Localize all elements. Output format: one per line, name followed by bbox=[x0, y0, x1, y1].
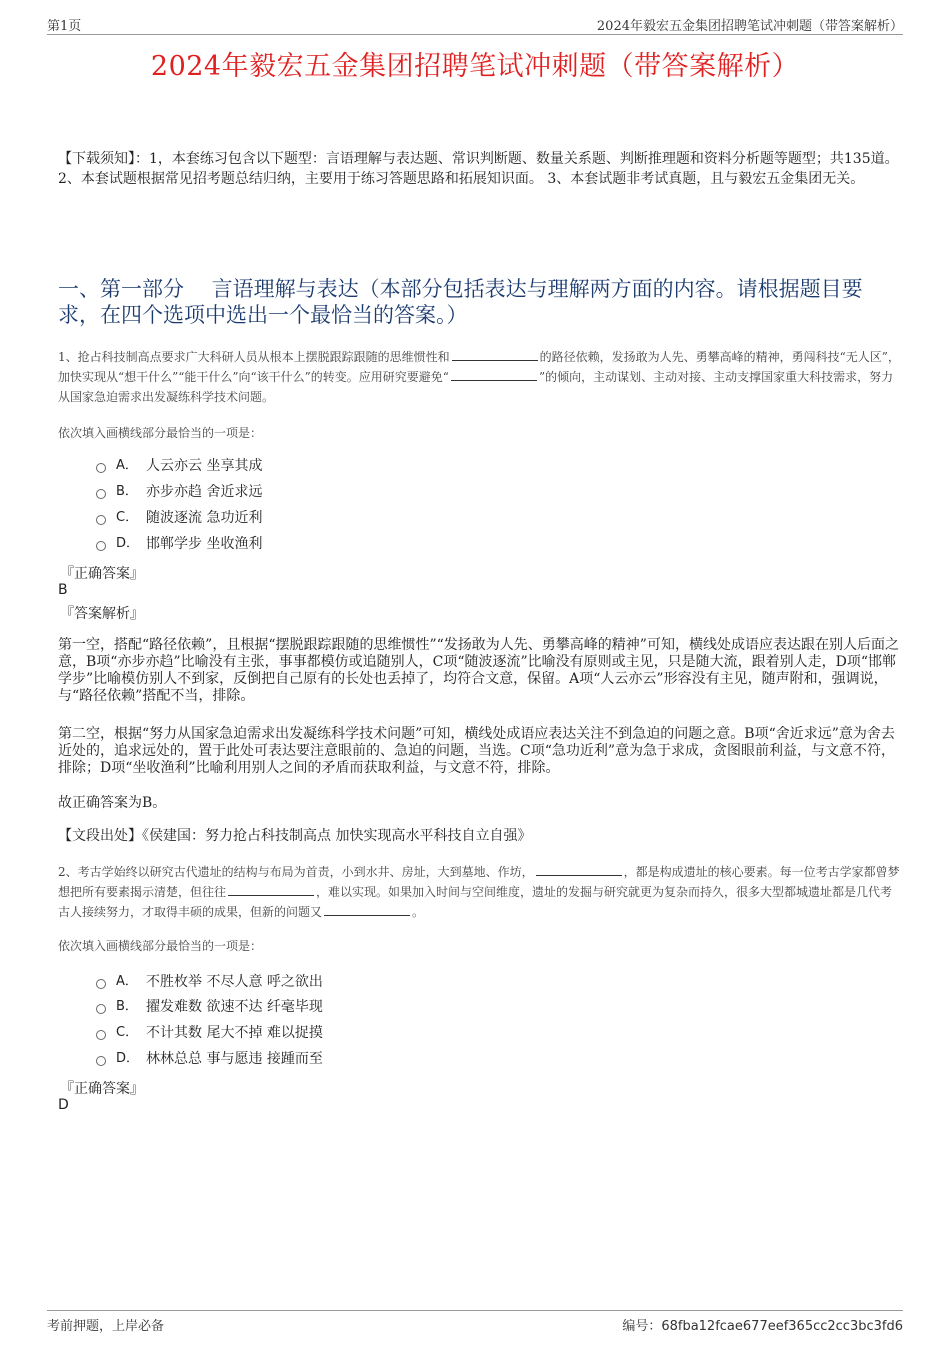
q1-option-c[interactable] bbox=[96, 508, 262, 528]
option-text: 林林总总 事与愿违 接踵而至 bbox=[146, 1051, 323, 1067]
question-1-prompt: 依次填入画横线部分最恰当的一项是： bbox=[58, 426, 263, 440]
q1-option-a[interactable] bbox=[96, 456, 262, 476]
serial-label: 编号： bbox=[622, 1319, 662, 1334]
q2-stem-part-2: ，都是构成遗址的核心要素。每一位考古学家都曾梦想把所有要素揭示清楚，但往往 bbox=[58, 865, 900, 899]
q2-stem-part-1: 2、考古学始终以研究古代遗址的结构与布局为首责，小到水井、房址，大到墓地、作坊， bbox=[58, 865, 534, 879]
q2-blank-1 bbox=[536, 863, 622, 876]
q1-analysis-para-1: 第一空，搭配“路径依赖”，且根据“摆脱跟踪跟随的思维惯性”“发扬敢为人先、勇攀高峰的精神”可知，横线处成语应表达跟在别人后面之意，B项“亦步亦趋”比喻没有主张，事事都模仿或追随别人，C项“随波逐流”比喻没有原则或主见，只是随大流，跟着别人走，D项“邯郸学步”比喻模仿别人不到家，反倒把自己原有的长处也丢掉了，均符合文意，保留。A项“人云亦云”形容没有主见，随声附和，强调说，与“路径依赖”搭配不当，排除。 bbox=[58, 637, 899, 704]
q2-answer-label: 『正确答案』 bbox=[60, 1081, 144, 1097]
option-letter: B． bbox=[116, 484, 138, 499]
q2-stem-part-4: 。 bbox=[412, 905, 425, 919]
option-text: 擢发难数 欲速不达 纤毫毕现 bbox=[146, 999, 323, 1015]
q2-answer: D bbox=[58, 1097, 69, 1113]
q2-option-d[interactable] bbox=[96, 1049, 323, 1069]
option-letter: C． bbox=[116, 1025, 139, 1040]
option-text: 不胜枚举 不尽人意 呼之欲出 bbox=[146, 974, 323, 990]
footer-slogan: 考前押题，上岸必备 bbox=[47, 1319, 165, 1334]
option-text: 邯郸学步 坐收渔利 bbox=[146, 536, 263, 552]
option-text: 随波逐流 急功近利 bbox=[146, 510, 263, 526]
q2-stem-part-3: ，难以实现。如果加入时间与空间维度，遗址的发掘与研究就更为复杂而持久，很多大型都城遗址都是几代考古人接续努力，才取得丰硕的成果，但新的问题又 bbox=[58, 885, 893, 919]
option-text: 亦步亦趋 舍近求远 bbox=[146, 484, 263, 500]
download-notice: 【下载须知】：1，本套练习包含以下题型：言语理解与表达题、常识判断题、数量关系题、判断推理题和资料分析题等题型；共135道。 2、本套试题根据常见招考题总结归纳，主要用于练习答题思路和拓展知识面。 3、本套试题非考试真题，且与毅宏五金集团无关。 bbox=[58, 151, 899, 187]
section-title: 一、第一部分 言语理解与表达（本部分包括表达与理解两方面的内容。请根据题目要求，在四个选项中选出一个最恰当的答案。） bbox=[58, 277, 863, 327]
q1-analysis-para-2: 第二空，根据“努力从国家急迫需求出发凝练科学技术问题”可知，横线处成语应表达关注不到急迫的问题之意。B项“舍近求远”意为舍去近处的，追求远处的，置于此处可表达要注意眼前的、急迫的问题，当选。C项“急功近利”意为急于求成，贪图眼前利益，与文意不符，排除；D项“坐收渔利”比喻利用别人之间的矛盾而获取利益，与文意不符，排除。 bbox=[58, 726, 896, 776]
option-letter: B． bbox=[116, 999, 138, 1014]
q1-answer-label: 『正确答案』 bbox=[60, 566, 144, 582]
page-header-title: 2024年毅宏五金集团招聘笔试冲刺题（带答案解析） bbox=[596, 19, 903, 34]
radio-icon[interactable] bbox=[96, 979, 106, 989]
option-letter: D． bbox=[116, 1051, 140, 1066]
radio-icon[interactable] bbox=[96, 1056, 106, 1066]
q2-option-a[interactable] bbox=[96, 972, 323, 992]
radio-icon[interactable] bbox=[96, 1004, 106, 1014]
radio-icon[interactable] bbox=[96, 1030, 106, 1040]
option-letter: A． bbox=[116, 974, 138, 989]
q1-option-d[interactable] bbox=[96, 534, 262, 554]
q2-blank-2 bbox=[228, 883, 314, 896]
page-header-label: 第1页 bbox=[47, 19, 82, 34]
option-letter: D． bbox=[116, 536, 140, 551]
q2-option-b[interactable] bbox=[96, 997, 323, 1017]
q1-stem-part-3: ”的倾向，主动谋划、主动对接、主动支撑国家重大科技需求，努力从国家急迫需求出发凝练科学技术问题。 bbox=[58, 370, 894, 404]
footer-serial bbox=[622, 1315, 903, 1334]
header-divider bbox=[47, 34, 903, 35]
q1-stem-part-1: 1、抢占科技制高点要求广大科研人员从根本上摆脱跟踪跟随的思维惯性和 bbox=[58, 350, 450, 364]
question-1-stem bbox=[58, 347, 900, 407]
q1-stem-part-2: 的路径依赖，发扬敢为人先、勇攀高峰的精神，勇闯科技“无人区”，加快实现从“想干什么”“能干什么”向“该干什么”的转变。应用研究要避免“ bbox=[58, 350, 900, 384]
question-2-prompt: 依次填入画横线部分最恰当的一项是： bbox=[58, 939, 263, 953]
q1-blank-2 bbox=[451, 368, 537, 381]
serial-code: 68fba12fcae677eef365cc2cc3bc3fd6 bbox=[661, 1319, 903, 1334]
option-letter: A． bbox=[116, 458, 138, 473]
option-letter: C． bbox=[116, 510, 139, 525]
option-text: 人云亦云 坐享其成 bbox=[146, 458, 263, 474]
q1-analysis-para-3: 故正确答案为B。 bbox=[58, 795, 167, 811]
q2-option-c[interactable] bbox=[96, 1023, 323, 1043]
q1-blank-1 bbox=[452, 348, 538, 361]
option-text: 不计其数 尾大不掉 难以捉摸 bbox=[146, 1025, 323, 1041]
q1-analysis-label: 『答案解析』 bbox=[60, 606, 144, 622]
q2-blank-3 bbox=[324, 903, 410, 916]
footer-divider bbox=[47, 1310, 903, 1311]
document-title: 2024年毅宏五金集团招聘笔试冲刺题（带答案解析） bbox=[150, 51, 800, 82]
radio-icon[interactable] bbox=[96, 489, 106, 499]
q1-source: 【文段出处】《侯建国：努力抢占科技制高点 加快实现高水平科技自立自强》 bbox=[58, 828, 532, 844]
q1-answer: B bbox=[58, 582, 68, 598]
radio-icon[interactable] bbox=[96, 515, 106, 525]
q1-option-b[interactable] bbox=[96, 482, 262, 502]
question-2-stem bbox=[58, 862, 900, 922]
radio-icon[interactable] bbox=[96, 541, 106, 551]
radio-icon[interactable] bbox=[96, 463, 106, 473]
